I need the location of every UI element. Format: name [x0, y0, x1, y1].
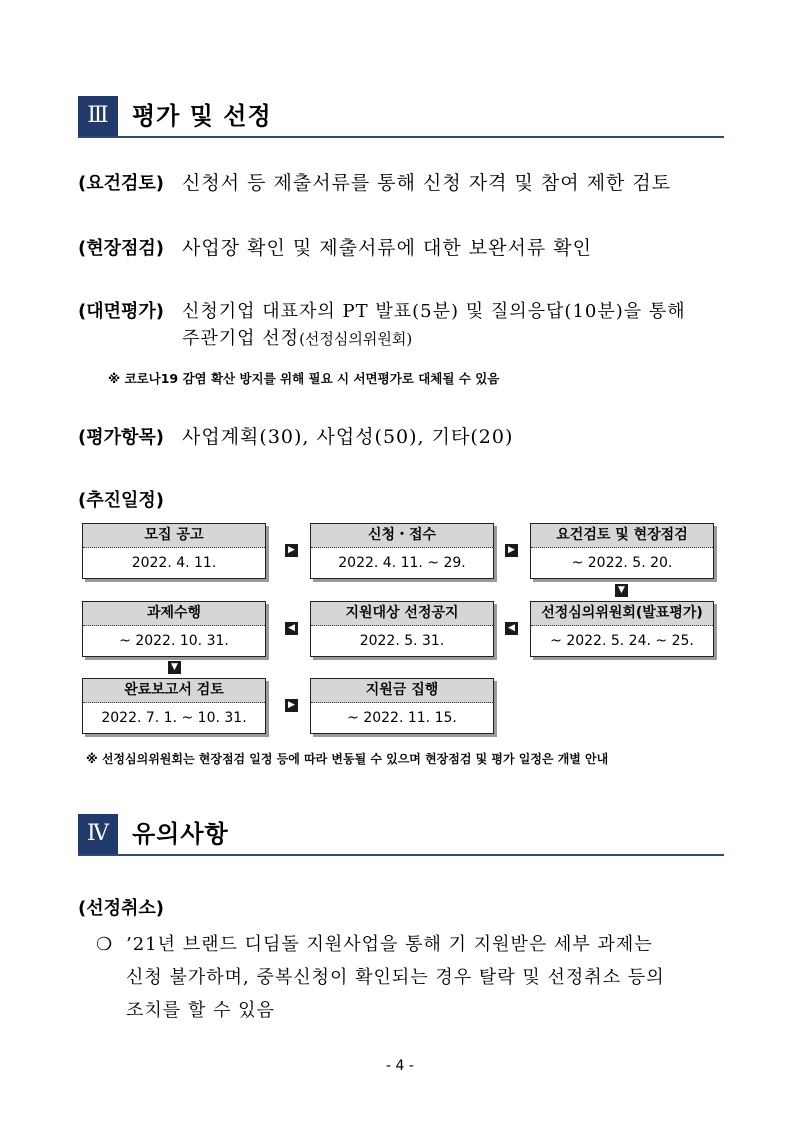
item-text: 사업계획(30), 사업성(50), 기타(20)	[182, 426, 514, 448]
item-label: (대면평가)	[78, 301, 165, 322]
section-4-subtitle: (선정취소)	[78, 898, 165, 919]
item-text-line-2-main: 주관기업 선정	[182, 328, 300, 349]
item-label: (평가항목)	[78, 427, 165, 448]
schedule-step-recruitment	[82, 523, 266, 579]
step-date: ~ 2022. 5. 20.	[571, 555, 673, 571]
schedule-step-project	[82, 601, 266, 657]
item-label: (요건검토)	[78, 173, 165, 194]
arrow-left-icon: ◀	[285, 622, 298, 635]
section-4-header	[78, 814, 724, 856]
step-date: 2022. 4. 11.	[131, 555, 217, 571]
step-date: ~ 2022. 5. 24. ~ 25.	[550, 633, 694, 649]
arrow-right-icon: ▶	[505, 544, 518, 557]
step-date: 2022. 5. 31.	[359, 633, 445, 649]
arrow-left-icon: ◀	[505, 622, 518, 635]
step-title: 선정심의위원회(발표평가)	[531, 602, 713, 626]
item-label: (현장점검)	[78, 238, 165, 259]
cancellation-text-line-1: ’21년 브랜드 디딤돌 지원사업을 통해 기 지원받은 세부 과제는	[126, 934, 653, 955]
arrow-down-icon: ▼	[168, 661, 181, 674]
section-3-number: Ⅲ	[78, 96, 118, 136]
cancellation-text-line-2: 신청 불가하며, 중복신청이 확인되는 경우 탈락 및 선정취소 등의	[126, 967, 665, 988]
schedule-step-final-report	[82, 678, 266, 734]
schedule-step-committee	[530, 601, 714, 657]
item-text: 신청서 등 제출서류를 통해 신청 자격 및 참여 제한 검토	[182, 172, 672, 194]
step-date: ~ 2022. 11. 15.	[347, 710, 457, 726]
circle-bullet-icon: ❍	[96, 934, 114, 955]
schedule-note: ※ 선정심의위원회는 현장점검 일정 등에 따라 변동될 수 있으며 현장점검 및 평가 일정은 개별 안내	[86, 752, 609, 766]
section-3-title: 평가 및 선정	[132, 102, 272, 130]
step-title: 지원대상 선정공지	[311, 602, 493, 626]
item-text: 사업장 확인 및 제출서류에 대한 보완서류 확인	[182, 237, 592, 259]
item-text-line-2-small: (선정심의위원회)	[299, 330, 413, 348]
step-title: 지원금 집행	[311, 679, 493, 703]
schedule-step-review	[530, 523, 714, 579]
section-4-number: Ⅳ	[78, 814, 118, 854]
schedule-step-funding	[310, 678, 494, 734]
schedule-title: (추진일정)	[78, 490, 165, 511]
step-title: 신청・접수	[311, 524, 493, 548]
item-text-line-1: 신청기업 대표자의 PT 발표(5분) 및 질의응답(10분)을 통해	[182, 301, 686, 322]
step-title: 과제수행	[83, 602, 265, 626]
arrow-right-icon: ▶	[285, 544, 298, 557]
item-text	[182, 298, 722, 353]
step-title: 모집 공고	[83, 524, 265, 548]
step-date: 2022. 7. 1. ~ 10. 31.	[101, 710, 247, 726]
step-title: 요건검토 및 현장점검	[531, 524, 713, 548]
eval-note: ※ 코로나19 감염 확산 방지를 위해 필요 시 서면평가로 대체될 수 있음	[108, 371, 500, 386]
section-3-header	[78, 96, 724, 138]
arrow-down-icon: ▼	[615, 584, 628, 597]
step-title: 완료보고서 검토	[83, 679, 265, 703]
step-date: 2022. 4. 11. ~ 29.	[338, 555, 466, 571]
item-text-line-2	[182, 325, 722, 353]
arrow-right-icon: ▶	[285, 699, 298, 712]
page-number: - 4 -	[386, 1058, 414, 1074]
cancellation-text-line-3: 조치를 할 수 있음	[126, 1000, 275, 1021]
schedule-step-application	[310, 523, 494, 579]
cancellation-text	[126, 928, 726, 1027]
item-interview-evaluation	[78, 298, 738, 358]
step-date: ~ 2022. 10. 31.	[119, 633, 229, 649]
schedule-step-announcement	[310, 601, 494, 657]
section-4-title: 유의사항	[132, 820, 229, 848]
